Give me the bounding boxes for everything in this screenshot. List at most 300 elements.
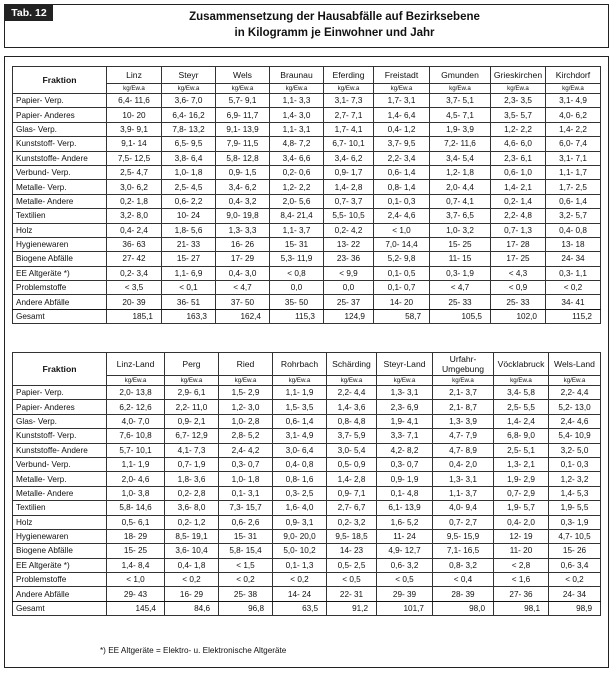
table-cell: 9,5- 15,9 bbox=[433, 529, 494, 543]
table-cell: 0,0 bbox=[324, 281, 374, 295]
region-header: Steyr-Land bbox=[377, 353, 433, 376]
table-cell: 0,5- 0,9 bbox=[327, 457, 377, 471]
table-cell: 35- 50 bbox=[270, 295, 324, 309]
table-row bbox=[13, 209, 601, 223]
table-cell: < 3,5 bbox=[107, 281, 162, 295]
table-cell: 3,4- 6,6 bbox=[270, 151, 324, 165]
table-cell: < 0,2 bbox=[219, 573, 273, 587]
table-cell: 1,6- 4,0 bbox=[273, 501, 327, 515]
table-cell: 36- 51 bbox=[162, 295, 216, 309]
table-cell: 7,3- 15,7 bbox=[219, 501, 273, 515]
table-cell: 3,7- 6,5 bbox=[430, 209, 491, 223]
table-cell: 0,3- 2,5 bbox=[273, 486, 327, 500]
table-cell: 6,1- 13,9 bbox=[377, 501, 433, 515]
table-cell: 3,7- 5,1 bbox=[430, 94, 491, 108]
table-cell: 15- 31 bbox=[270, 237, 324, 251]
table-row bbox=[13, 558, 601, 572]
table-cell: 5,8- 12,8 bbox=[216, 151, 270, 165]
row-label: Papier- Verp. bbox=[13, 94, 107, 108]
table-cell: < 0,1 bbox=[162, 281, 216, 295]
row-label: Kunststoff- Verp. bbox=[13, 137, 107, 151]
table-cell: 15- 27 bbox=[162, 252, 216, 266]
table-cell: 2,5- 5,1 bbox=[494, 443, 549, 457]
table-cell: 34- 41 bbox=[546, 295, 601, 309]
table-cell: 0,4- 0,8 bbox=[273, 457, 327, 471]
table-cell: 18- 29 bbox=[107, 529, 165, 543]
table-cell: 5,7- 10,1 bbox=[107, 443, 165, 457]
row-label: Metalle- Andere bbox=[13, 194, 107, 208]
table-cell: 7,8- 13,2 bbox=[162, 122, 216, 136]
table-cell: 1,4- 6,4 bbox=[374, 108, 430, 122]
table-cell: < 0,2 bbox=[273, 573, 327, 587]
table-cell: 7,6- 10,8 bbox=[107, 429, 165, 443]
table-cell: 1,9- 3,9 bbox=[430, 122, 491, 136]
table-cell: 10- 20 bbox=[107, 108, 162, 122]
table-cell: 9,0- 19,8 bbox=[216, 209, 270, 223]
table-cell: 5,0- 10,2 bbox=[273, 544, 327, 558]
region-header: Kirchdorf bbox=[546, 67, 601, 84]
unit-label: kg/Ew.a bbox=[324, 84, 374, 94]
table-cell: 1,2- 3,0 bbox=[219, 400, 273, 414]
row-label: Papier- Verp. bbox=[13, 386, 107, 400]
table-cell: 28- 39 bbox=[433, 587, 494, 601]
table-cell: < 4,7 bbox=[216, 281, 270, 295]
table-cell: 2,1- 3,7 bbox=[433, 386, 494, 400]
table-cell: 16- 29 bbox=[165, 587, 219, 601]
table-cell: 0,4- 3,0 bbox=[216, 266, 270, 280]
table-cell: 2,2- 4,8 bbox=[491, 209, 546, 223]
row-label: Verbund- Verp. bbox=[13, 165, 107, 179]
table-cell: 9,1- 13,9 bbox=[216, 122, 270, 136]
table-cell: 0,4- 3,2 bbox=[216, 194, 270, 208]
table-cell: 17- 29 bbox=[216, 252, 270, 266]
unit-label: kg/Ew.a bbox=[219, 376, 273, 386]
table-cell: 1,1- 3,1 bbox=[270, 122, 324, 136]
table-cell: 11- 20 bbox=[494, 544, 549, 558]
table-cell: 5,5- 10,5 bbox=[324, 209, 374, 223]
region-header: Vöcklabruck bbox=[494, 353, 549, 376]
table-row bbox=[13, 429, 601, 443]
table-cell: 22- 31 bbox=[327, 587, 377, 601]
table-cell: < 0,2 bbox=[549, 573, 601, 587]
table-cell: 1,4- 2,2 bbox=[546, 122, 601, 136]
table-cell: 1,5- 3,5 bbox=[273, 400, 327, 414]
table-cell: 2,4- 4,6 bbox=[374, 209, 430, 223]
table-row bbox=[13, 544, 601, 558]
region-header: Freistadt bbox=[374, 67, 430, 84]
table-row bbox=[13, 165, 601, 179]
row-label: Textilien bbox=[13, 501, 107, 515]
total-cell: 98,9 bbox=[549, 601, 601, 615]
table-cell: 12- 19 bbox=[494, 529, 549, 543]
row-label: Biogene Abfälle bbox=[13, 544, 107, 558]
table-cell: 0,7- 4,1 bbox=[430, 194, 491, 208]
table-cell: 2,5- 5,5 bbox=[494, 400, 549, 414]
title-line-2: in Kilogramm je Einwohner und Jahr bbox=[234, 27, 435, 39]
table-cell: 0,6- 2,2 bbox=[162, 194, 216, 208]
table-cell: 1,7- 4,1 bbox=[324, 122, 374, 136]
table-cell: < 1,0 bbox=[107, 573, 165, 587]
table-cell: 11- 15 bbox=[430, 252, 491, 266]
table-cell: 1,9- 4,1 bbox=[377, 414, 433, 428]
table-cell: 0,4- 2,0 bbox=[433, 457, 494, 471]
table-cell: 11- 24 bbox=[377, 529, 433, 543]
table-cell: 0,9- 1,7 bbox=[324, 165, 374, 179]
table-cell: 1,1- 3,3 bbox=[270, 94, 324, 108]
row-label: Glas- Verp. bbox=[13, 414, 107, 428]
table-cell: 7,5- 12,5 bbox=[107, 151, 162, 165]
table-cell: 2,2- 3,4 bbox=[374, 151, 430, 165]
table-cell: 0,7- 2,7 bbox=[433, 515, 494, 529]
table-cell: 1,1- 3,7 bbox=[270, 223, 324, 237]
row-label: Metalle- Verp. bbox=[13, 472, 107, 486]
total-cell: 98,1 bbox=[494, 601, 549, 615]
table-cell: 1,1- 1,9 bbox=[273, 386, 327, 400]
table-cell: 1,2- 2,2 bbox=[491, 122, 546, 136]
total-cell: 105,5 bbox=[430, 309, 491, 323]
table-cell: 6,9- 11,7 bbox=[216, 108, 270, 122]
table-row bbox=[13, 587, 601, 601]
table-cell: 3,7- 5,9 bbox=[327, 429, 377, 443]
row-label: Metalle- Andere bbox=[13, 486, 107, 500]
table-cell: 24- 34 bbox=[549, 587, 601, 601]
table-cell: 3,4- 5,8 bbox=[494, 386, 549, 400]
total-cell: 84,6 bbox=[165, 601, 219, 615]
table-cell: 1,3- 3,1 bbox=[433, 472, 494, 486]
table-cell: 2,5- 4,7 bbox=[107, 165, 162, 179]
table-cell: < 0,2 bbox=[165, 573, 219, 587]
table-cell: 0,2- 1,2 bbox=[165, 515, 219, 529]
table-cell: 2,7- 7,1 bbox=[324, 108, 374, 122]
region-header: Linz-Land bbox=[107, 353, 165, 376]
region-header: Grieskirchen bbox=[491, 67, 546, 84]
table-row bbox=[13, 414, 601, 428]
region-header: Wels bbox=[216, 67, 270, 84]
table-cell: 37- 50 bbox=[216, 295, 270, 309]
fraktion-header: Fraktion bbox=[13, 353, 107, 386]
region-header: Braunau bbox=[270, 67, 324, 84]
table-cell: 4,0- 9,4 bbox=[433, 501, 494, 515]
unit-label: kg/Ew.a bbox=[273, 376, 327, 386]
table-row bbox=[13, 194, 601, 208]
table-cell: 0,9- 7,1 bbox=[327, 486, 377, 500]
table-cell: 8,5- 19,1 bbox=[165, 529, 219, 543]
footnote: *) EE Altgeräte = Elektro- u. Elektronische Altgeräte bbox=[100, 646, 287, 655]
fraktion-header: Fraktion bbox=[13, 67, 107, 94]
table-cell: 4,1- 7,3 bbox=[165, 443, 219, 457]
table-cell: 3,6- 10,4 bbox=[165, 544, 219, 558]
table-row bbox=[13, 515, 601, 529]
row-label: Textilien bbox=[13, 209, 107, 223]
table-cell: 0,6- 1,0 bbox=[491, 165, 546, 179]
table-cell: 0,4- 1,8 bbox=[165, 558, 219, 572]
table-cell: 8,4- 21,4 bbox=[270, 209, 324, 223]
region-header: Schärding bbox=[327, 353, 377, 376]
table-cell: 0,1- 0,5 bbox=[374, 266, 430, 280]
table-cell: < 0,2 bbox=[546, 281, 601, 295]
table-cell: 1,4- 3,6 bbox=[327, 400, 377, 414]
table-cell: 1,0- 3,2 bbox=[430, 223, 491, 237]
table-cell: 0,5- 6,1 bbox=[107, 515, 165, 529]
table-cell: 3,2- 5,7 bbox=[546, 209, 601, 223]
table-cell: 0,3- 1,9 bbox=[430, 266, 491, 280]
table-cell: 0,4- 0,8 bbox=[546, 223, 601, 237]
table-cell: 3,4- 5,4 bbox=[430, 151, 491, 165]
table-row bbox=[13, 443, 601, 457]
table-row bbox=[13, 400, 601, 414]
table-cell: < 0,9 bbox=[491, 281, 546, 295]
table-cell: 17- 28 bbox=[491, 237, 546, 251]
table-cell: 3,3- 7,1 bbox=[377, 429, 433, 443]
row-label: Holz bbox=[13, 223, 107, 237]
table-cell: 0,3- 1,9 bbox=[549, 515, 601, 529]
table-cell: 1,1- 1,7 bbox=[546, 165, 601, 179]
table-cell: 7,1- 16,5 bbox=[433, 544, 494, 558]
table-cell: 1,6- 5,2 bbox=[377, 515, 433, 529]
table-cell: 0,8- 1,4 bbox=[374, 180, 430, 194]
table-cell: 1,3- 3,1 bbox=[377, 386, 433, 400]
table-cell: 4,7- 10,5 bbox=[549, 529, 601, 543]
table-cell: 0,3- 1,1 bbox=[546, 266, 601, 280]
table-cell: < 0,4 bbox=[433, 573, 494, 587]
table-cell: 29- 43 bbox=[107, 587, 165, 601]
table-cell: 1,3- 2,1 bbox=[494, 457, 549, 471]
row-label: EE Altgeräte *) bbox=[13, 266, 107, 280]
table-cell: 15- 25 bbox=[430, 237, 491, 251]
total-cell: 185,1 bbox=[107, 309, 162, 323]
region-header: Wels-Land bbox=[549, 353, 601, 376]
table-cell: < 4,7 bbox=[430, 281, 491, 295]
total-cell: 63,5 bbox=[273, 601, 327, 615]
total-cell: 96,8 bbox=[219, 601, 273, 615]
table-cell: 1,0- 3,8 bbox=[107, 486, 165, 500]
table-cell: 3,6- 8,0 bbox=[165, 501, 219, 515]
region-header: Ried bbox=[219, 353, 273, 376]
table-cell: 0,9- 2,1 bbox=[165, 414, 219, 428]
table-cell: 2,7- 6,7 bbox=[327, 501, 377, 515]
table-cell: 5,8- 14,6 bbox=[107, 501, 165, 515]
table-cell: < 0,5 bbox=[327, 573, 377, 587]
table-cell: 6,7- 10,1 bbox=[324, 137, 374, 151]
table-cell: 4,0- 6,2 bbox=[546, 108, 601, 122]
unit-label: kg/Ew.a bbox=[430, 84, 491, 94]
table-cell: 4,8- 7,2 bbox=[270, 137, 324, 151]
table-cell: 0,3- 0,7 bbox=[377, 457, 433, 471]
table-cell: < 2,8 bbox=[494, 558, 549, 572]
table-cell: 0,4- 2,0 bbox=[494, 515, 549, 529]
table-cell: 2,4- 4,6 bbox=[549, 414, 601, 428]
table-cell: 4,9- 12,7 bbox=[377, 544, 433, 558]
table-cell: 9,1- 14 bbox=[107, 137, 162, 151]
table-row bbox=[13, 223, 601, 237]
table-cell: 5,2- 9,8 bbox=[374, 252, 430, 266]
table-cell: 3,5- 5,7 bbox=[491, 108, 546, 122]
table-cell: 15- 25 bbox=[107, 544, 165, 558]
table-row bbox=[13, 457, 601, 471]
row-label: EE Altgeräte *) bbox=[13, 558, 107, 572]
region-header: Gmunden bbox=[430, 67, 491, 84]
table-cell: 17- 25 bbox=[491, 252, 546, 266]
unit-label: kg/Ew.a bbox=[374, 84, 430, 94]
unit-label: kg/Ew.a bbox=[491, 84, 546, 94]
table-cell: 0,2- 3,2 bbox=[327, 515, 377, 529]
table-cell: 0,1- 3,1 bbox=[219, 486, 273, 500]
table-cell: 0,2- 1,8 bbox=[107, 194, 162, 208]
table-cell: 27- 36 bbox=[494, 587, 549, 601]
table-cell: 2,3- 6,9 bbox=[377, 400, 433, 414]
table-cell: 24- 34 bbox=[546, 252, 601, 266]
total-cell: 102,0 bbox=[491, 309, 546, 323]
table-title bbox=[65, 9, 604, 41]
row-label: Holz bbox=[13, 515, 107, 529]
table-cell: 3,4- 6,2 bbox=[216, 180, 270, 194]
table-cell: 0,4- 1,2 bbox=[374, 122, 430, 136]
table-cell: 4,7- 7,9 bbox=[433, 429, 494, 443]
table-cell: 9,0- 20,0 bbox=[273, 529, 327, 543]
total-cell: 124,9 bbox=[324, 309, 374, 323]
table-cell: 6,5- 9,5 bbox=[162, 137, 216, 151]
row-label: Andere Abfälle bbox=[13, 295, 107, 309]
table-cell: 29- 39 bbox=[377, 587, 433, 601]
table-cell: 14- 23 bbox=[327, 544, 377, 558]
table-cell: 2,8- 5,2 bbox=[219, 429, 273, 443]
table-cell: 1,8- 5,6 bbox=[162, 223, 216, 237]
table-cell: 3,2- 8,0 bbox=[107, 209, 162, 223]
table-cell: 1,5- 2,9 bbox=[219, 386, 273, 400]
region-header: Linz bbox=[107, 67, 162, 84]
table-cell: 6,4- 11,6 bbox=[107, 94, 162, 108]
table-row bbox=[13, 252, 601, 266]
unit-label: kg/Ew.a bbox=[107, 376, 165, 386]
table-cell: 3,0- 6,4 bbox=[273, 443, 327, 457]
total-cell: 163,3 bbox=[162, 309, 216, 323]
table-cell: 15- 26 bbox=[549, 544, 601, 558]
table-cell: 14- 20 bbox=[374, 295, 430, 309]
table-cell: 1,0- 2,8 bbox=[219, 414, 273, 428]
row-label: Kunststoffe- Andere bbox=[13, 151, 107, 165]
table-cell: 3,4- 6,2 bbox=[324, 151, 374, 165]
table-cell: < 4,3 bbox=[491, 266, 546, 280]
total-cell: 162,4 bbox=[216, 309, 270, 323]
table-cell: 3,7- 9,5 bbox=[374, 137, 430, 151]
table-cell: 1,4- 5,3 bbox=[549, 486, 601, 500]
table-cell: 1,4- 2,1 bbox=[491, 180, 546, 194]
unit-label: kg/Ew.a bbox=[494, 376, 549, 386]
table-cell: 0,7- 1,3 bbox=[491, 223, 546, 237]
table-cell: < 1,0 bbox=[374, 223, 430, 237]
table-cell: 1,0- 1,8 bbox=[162, 165, 216, 179]
row-label: Andere Abfälle bbox=[13, 587, 107, 601]
table-cell: 1,7- 3,1 bbox=[374, 94, 430, 108]
table-cell: 25- 38 bbox=[219, 587, 273, 601]
table-row bbox=[13, 501, 601, 515]
table-cell: 7,0- 14,4 bbox=[374, 237, 430, 251]
table-cell: 3,6- 7,0 bbox=[162, 94, 216, 108]
table-cell: 6,8- 9,0 bbox=[494, 429, 549, 443]
total-cell: 101,7 bbox=[377, 601, 433, 615]
row-label: Papier- Anderes bbox=[13, 400, 107, 414]
total-label: Gesamt bbox=[13, 309, 107, 323]
table-header-box bbox=[4, 4, 609, 48]
unit-label: kg/Ew.a bbox=[546, 84, 601, 94]
district-table-lower bbox=[12, 352, 601, 616]
district-table-upper bbox=[12, 66, 601, 324]
table-cell: 23- 36 bbox=[324, 252, 374, 266]
row-label: Glas- Verp. bbox=[13, 122, 107, 136]
table-row bbox=[13, 295, 601, 309]
table-row bbox=[13, 386, 601, 400]
table-cell: 2,5- 4,5 bbox=[162, 180, 216, 194]
table-cell: 0,9- 1,9 bbox=[377, 472, 433, 486]
table-cell: 3,0- 5,4 bbox=[327, 443, 377, 457]
table-cell: 1,9- 5,5 bbox=[549, 501, 601, 515]
table-cell: 0,2- 0,6 bbox=[270, 165, 324, 179]
table-row bbox=[13, 237, 601, 251]
table-cell: 0,1- 4,8 bbox=[377, 486, 433, 500]
unit-label: kg/Ew.a bbox=[216, 84, 270, 94]
table-cell: 13- 22 bbox=[324, 237, 374, 251]
table-cell: 9,5- 18,5 bbox=[327, 529, 377, 543]
table-cell: 0,6- 3,2 bbox=[377, 558, 433, 572]
table-row bbox=[13, 108, 601, 122]
total-row bbox=[13, 601, 601, 615]
table-cell: 2,4- 4,2 bbox=[219, 443, 273, 457]
table-cell: 14- 24 bbox=[273, 587, 327, 601]
table-cell: 3,8- 6,4 bbox=[162, 151, 216, 165]
table-cell: 5,7- 9,1 bbox=[216, 94, 270, 108]
table-cell: 0,6- 1,4 bbox=[546, 194, 601, 208]
unit-label: kg/Ew.a bbox=[162, 84, 216, 94]
region-header: Eferding bbox=[324, 67, 374, 84]
table-row bbox=[13, 94, 601, 108]
table-cell: 15- 31 bbox=[219, 529, 273, 543]
table-cell: 1,8- 3,6 bbox=[165, 472, 219, 486]
row-label: Problemstoffe bbox=[13, 281, 107, 295]
table-cell: 0,2- 3,4 bbox=[107, 266, 162, 280]
table-cell: 3,1- 7,3 bbox=[324, 94, 374, 108]
row-label: Metalle- Verp. bbox=[13, 180, 107, 194]
row-label: Papier- Anderes bbox=[13, 108, 107, 122]
total-row bbox=[13, 309, 601, 323]
table-cell: < 1,6 bbox=[494, 573, 549, 587]
table-cell: 1,4- 2,8 bbox=[324, 180, 374, 194]
table-cell: 4,2- 8,2 bbox=[377, 443, 433, 457]
table-cell: 3,2- 5,0 bbox=[549, 443, 601, 457]
unit-label: kg/Ew.a bbox=[549, 376, 601, 386]
table-cell: 0,3- 0,7 bbox=[219, 457, 273, 471]
table-cell: 2,3- 6,1 bbox=[491, 151, 546, 165]
table-cell: 0,8- 1,6 bbox=[273, 472, 327, 486]
table-row bbox=[13, 151, 601, 165]
total-cell: 58,7 bbox=[374, 309, 430, 323]
total-label: Gesamt bbox=[13, 601, 107, 615]
table-cell: 0,7- 2,9 bbox=[494, 486, 549, 500]
table-cell: < 1,5 bbox=[219, 558, 273, 572]
table-cell: 0,0 bbox=[270, 281, 324, 295]
table-cell: 1,4- 8,4 bbox=[107, 558, 165, 572]
table-cell: 25- 33 bbox=[491, 295, 546, 309]
table-cell: 6,2- 12,6 bbox=[107, 400, 165, 414]
region-header: Urfahr- Umgebung bbox=[433, 353, 494, 376]
region-header: Rohrbach bbox=[273, 353, 327, 376]
table-cell: 0,7- 3,7 bbox=[324, 194, 374, 208]
table-cell: 1,7- 2,5 bbox=[546, 180, 601, 194]
table-cell: 5,2- 13,0 bbox=[549, 400, 601, 414]
table-cell: 2,9- 6,1 bbox=[165, 386, 219, 400]
table-cell: 27- 42 bbox=[107, 252, 162, 266]
table-cell: 0,2- 1,4 bbox=[491, 194, 546, 208]
table-cell: 1,3- 3,3 bbox=[216, 223, 270, 237]
